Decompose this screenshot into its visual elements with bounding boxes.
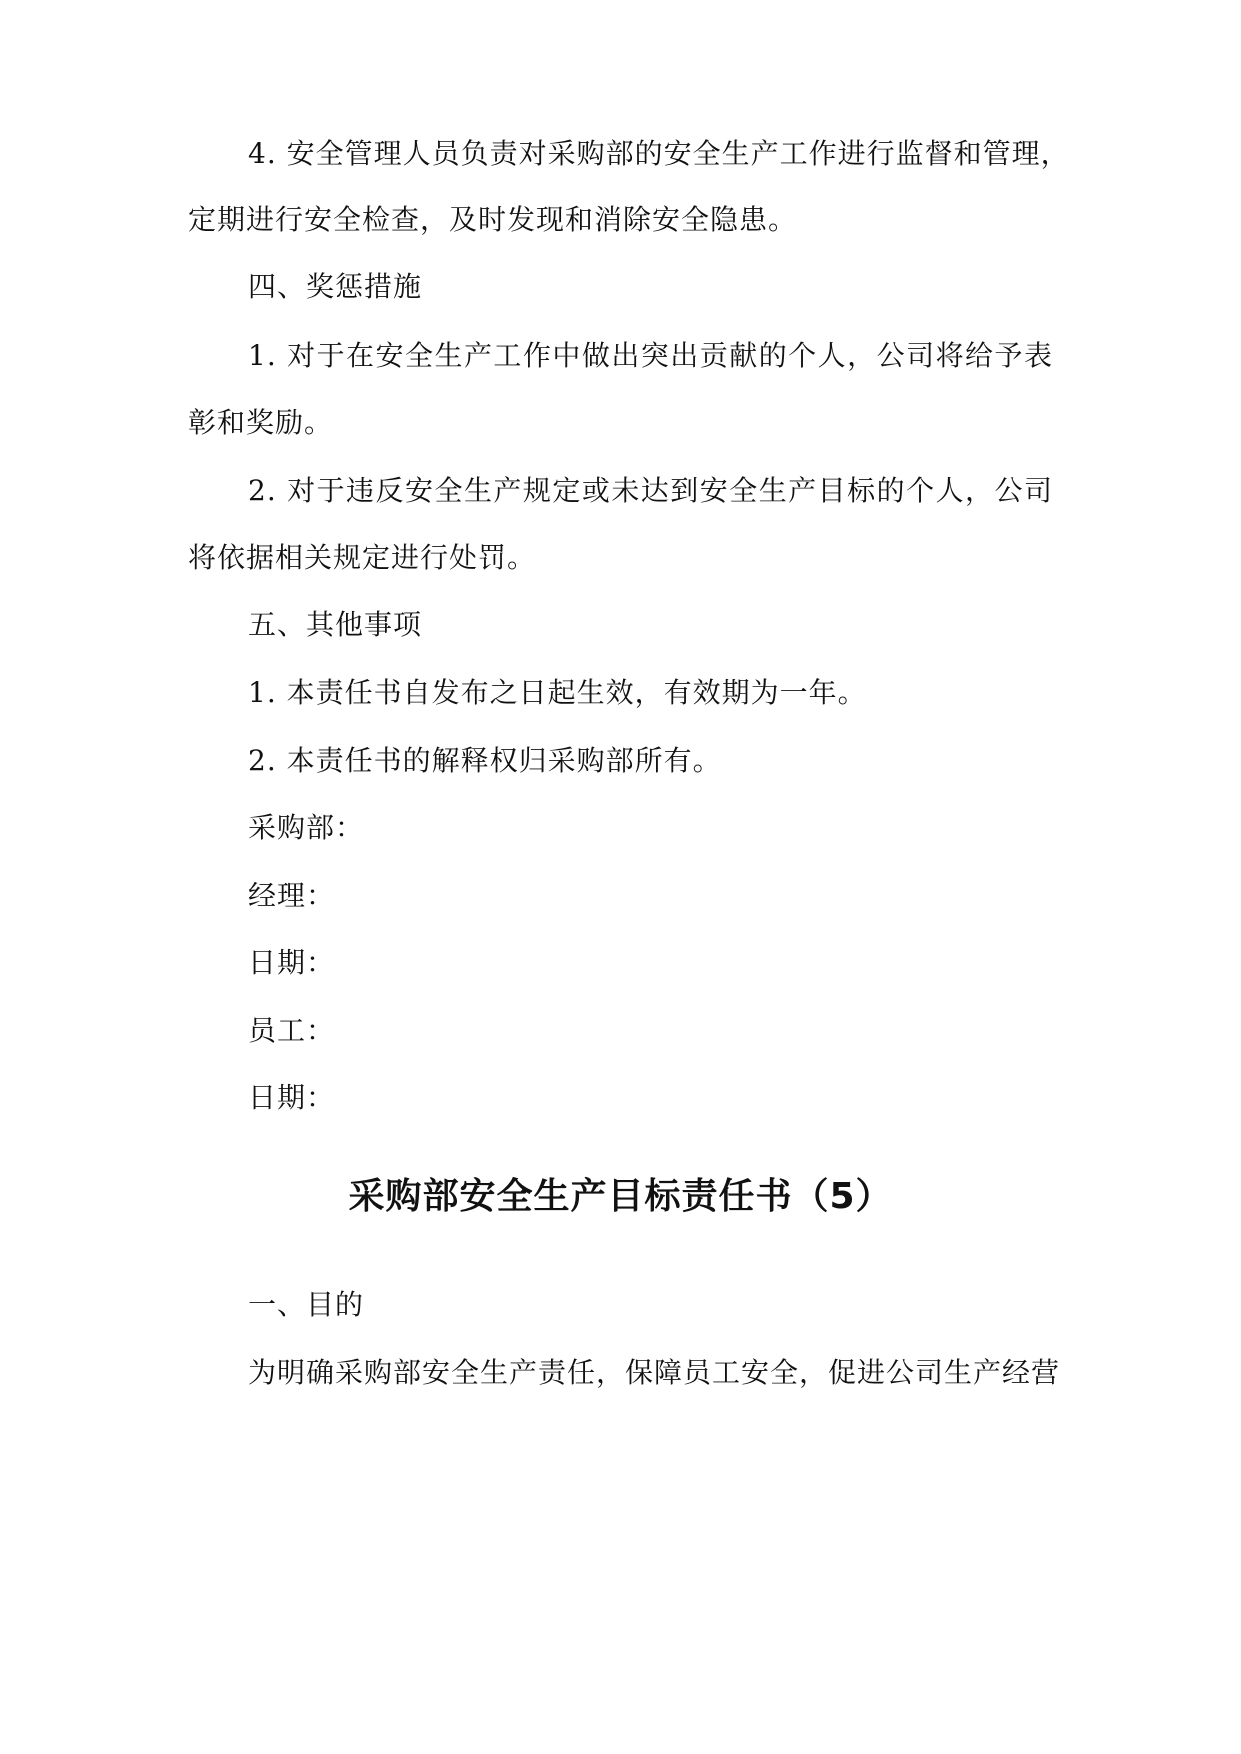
sign-date-1: 日期：: [248, 946, 336, 979]
reward2-line1: 2. 对于违反安全生产规定或未达到安全生产目标的个人，公司: [248, 474, 1053, 507]
sign-date-2: 日期：: [248, 1081, 336, 1114]
other-item1: 1. 本责任书自发布之日起生效，有效期为一年。: [248, 676, 867, 709]
sign-manager: 经理：: [248, 879, 336, 912]
heading-purpose: 一、目的: [248, 1288, 365, 1321]
item4-line2: 定期进行安全检查，及时发现和消除安全隐患。: [188, 203, 798, 236]
sign-employee: 员工：: [248, 1014, 336, 1047]
item4-line1: 4. 安全管理人员负责对采购部的安全生产工作进行监督和管理，: [248, 137, 1070, 170]
reward1-line2: 彰和奖励。: [188, 406, 334, 439]
reward1-line1: 1. 对于在安全生产工作中做出突出贡献的个人，公司将给予表: [248, 339, 1053, 372]
reward2-line2: 将依据相关规定进行处罚。: [188, 541, 537, 574]
other-item2: 2. 本责任书的解释权归采购部所有。: [248, 744, 722, 777]
heading-other: 五、其他事项: [248, 608, 423, 641]
document-title: 采购部安全生产目标责任书（5）: [348, 1176, 893, 1217]
heading-rewards: 四、奖惩措施: [248, 270, 423, 303]
purpose-line1: 为明确采购部安全生产责任，保障员工安全，促进公司生产经营: [248, 1356, 1061, 1389]
sign-dept: 采购部：: [248, 811, 365, 844]
